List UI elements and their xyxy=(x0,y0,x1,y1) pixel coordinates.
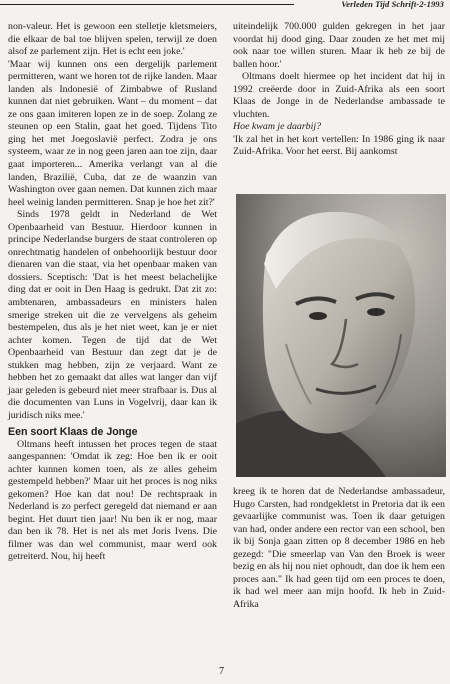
section-heading: Een soort Klaas de Jonge xyxy=(8,425,138,438)
portrait-photo xyxy=(236,194,446,477)
paragraph: 'Maar wij kunnen ons een dergelijk parlement permitteren, want we horen tot de rijke landen. Maar landen als Indonesië of Zimbabwe of Rusland kunnen dat niet gebruiken. Want – du moment – dat ze ons gaan imiteren lopen ze in de soep. Zolang ze steunen op een Stalin, gaat het goed. Tijdens Tito ging het met Joegoslavië perfect. Zodra je ons systeem, waar ze in nog geen jaren aan toe zijn, daar gaat importeren... Amerika verlangt van al die landen, Brazilië, Cuba, dat ze de waanzin van Washington over gaan nemen. Dat kunnen zich maar heel weinig landen permitteren. Snap je hoe het zit?' xyxy=(8,58,217,208)
page-number: 7 xyxy=(219,666,224,677)
right-column xyxy=(233,21,445,159)
paragraph: uiteindelijk 700.000 gulden gekregen in het jaar voordat hij dood ging. Daar zouden ze het met mij ook naar toe willen sturen. Maar ik heb ze bij de ballen hoor.' xyxy=(233,21,445,70)
running-header xyxy=(0,0,444,10)
paragraph: kreeg ik te horen dat de Nederlandse ambassadeur, Hugo Carsten, had rondgekletst in Pretoria dat ik een gevaarlijke communist was. Toen ik daar getuigen van had, onder andere een rector van een school, ben ik bij Sonja gaan zitten op 8 december 1986 en heb gezegd: "Die smeerlap van Van den Broek is weer bezig en als hij nou niet ophoudt, dan doe ik hem een proces aan." Ik had geen tijd om een proces te doen, ik had wel meer aan mijn hoofd. Ik heb in Zuid-Afrika xyxy=(233,486,445,610)
paragraph: Oltmans doelt hiermee op het incident dat hij in 1992 creëerde door in Zuid-Afrika als een soort Klaas de Jonge in de Nederlandse ambassade te vluchten. xyxy=(233,71,445,120)
portrait-illustration xyxy=(236,194,446,477)
left-column xyxy=(8,21,217,564)
journal-title: Verleden Tijd Schrift-2-1993 xyxy=(341,0,444,9)
interview-question: Hoe kwam je daarbij? xyxy=(233,121,322,133)
header-rule xyxy=(0,4,294,5)
paragraph: Oltmans heeft intussen het proces tegen de staat aangespannen: 'Omdat ik zeg: Hoe ben ik er ooit achter kunnen komen toen, als ze alles geheim gestempeld hebben?' Maar uit het proces is nog niks gekomen? Hoe kan dat nou! De rechtspraak in Nederland is zo perfect geregeld dat niemand er aan begint. Het duurt tien jaar! Nu ben ik er nog, maar dan ben ik 78. Het is net als met Joris Ivens. Die filmer was dan wel communist, maar werd ook getreiterd. Nou, hij heeft xyxy=(8,438,217,563)
paragraph: Sinds 1978 geldt in Nederland de Wet Openbaarheid van Bestuur. Hierdoor kunnen in principe Nederlandse burgers de staat controleren op onrechtmatig handelen of onbehoorlijk bestuur door dienaren van die staat, via het openbaar maken van dossiers. Sceptisch: 'Dat is het meest belachelijke ding dat er ooit in Den Haag is gedrukt. Dat zit zo: ambtenaren, ambassadeurs en ministers halen smerige streken uit die ze vervelgens als geheim bestempelen, dus als je het niet weet, kan je er niet achter komen. Tegen de tijd dat de Wet Openbaarheid van Bestuur dan zegt dat je de stukken mag hebben, zijn ze verjaard. Want ze hebben het zo gemaakt dat alles wat langer dan vijf jaar geleden is gebeurd niet meer strafbaar is. Dus al die documenten van Luns in Vogelvrij, daar kan ik juridisch niks mee.' xyxy=(8,209,217,421)
right-column-lower xyxy=(233,486,445,611)
paragraph: 'Ik zal het in het kort vertellen: In 1986 ging ik naar Zuid-Afrika. Voor het eerst. Bij aankomst xyxy=(233,133,445,158)
paragraph: non-valeur. Het is gewoon een stelletje kletsmeiers, die elkaar de bal toe blijven spelen, terwijl ze doen alsof ze parlement zijn. Het is echt een joke.' xyxy=(8,21,217,58)
